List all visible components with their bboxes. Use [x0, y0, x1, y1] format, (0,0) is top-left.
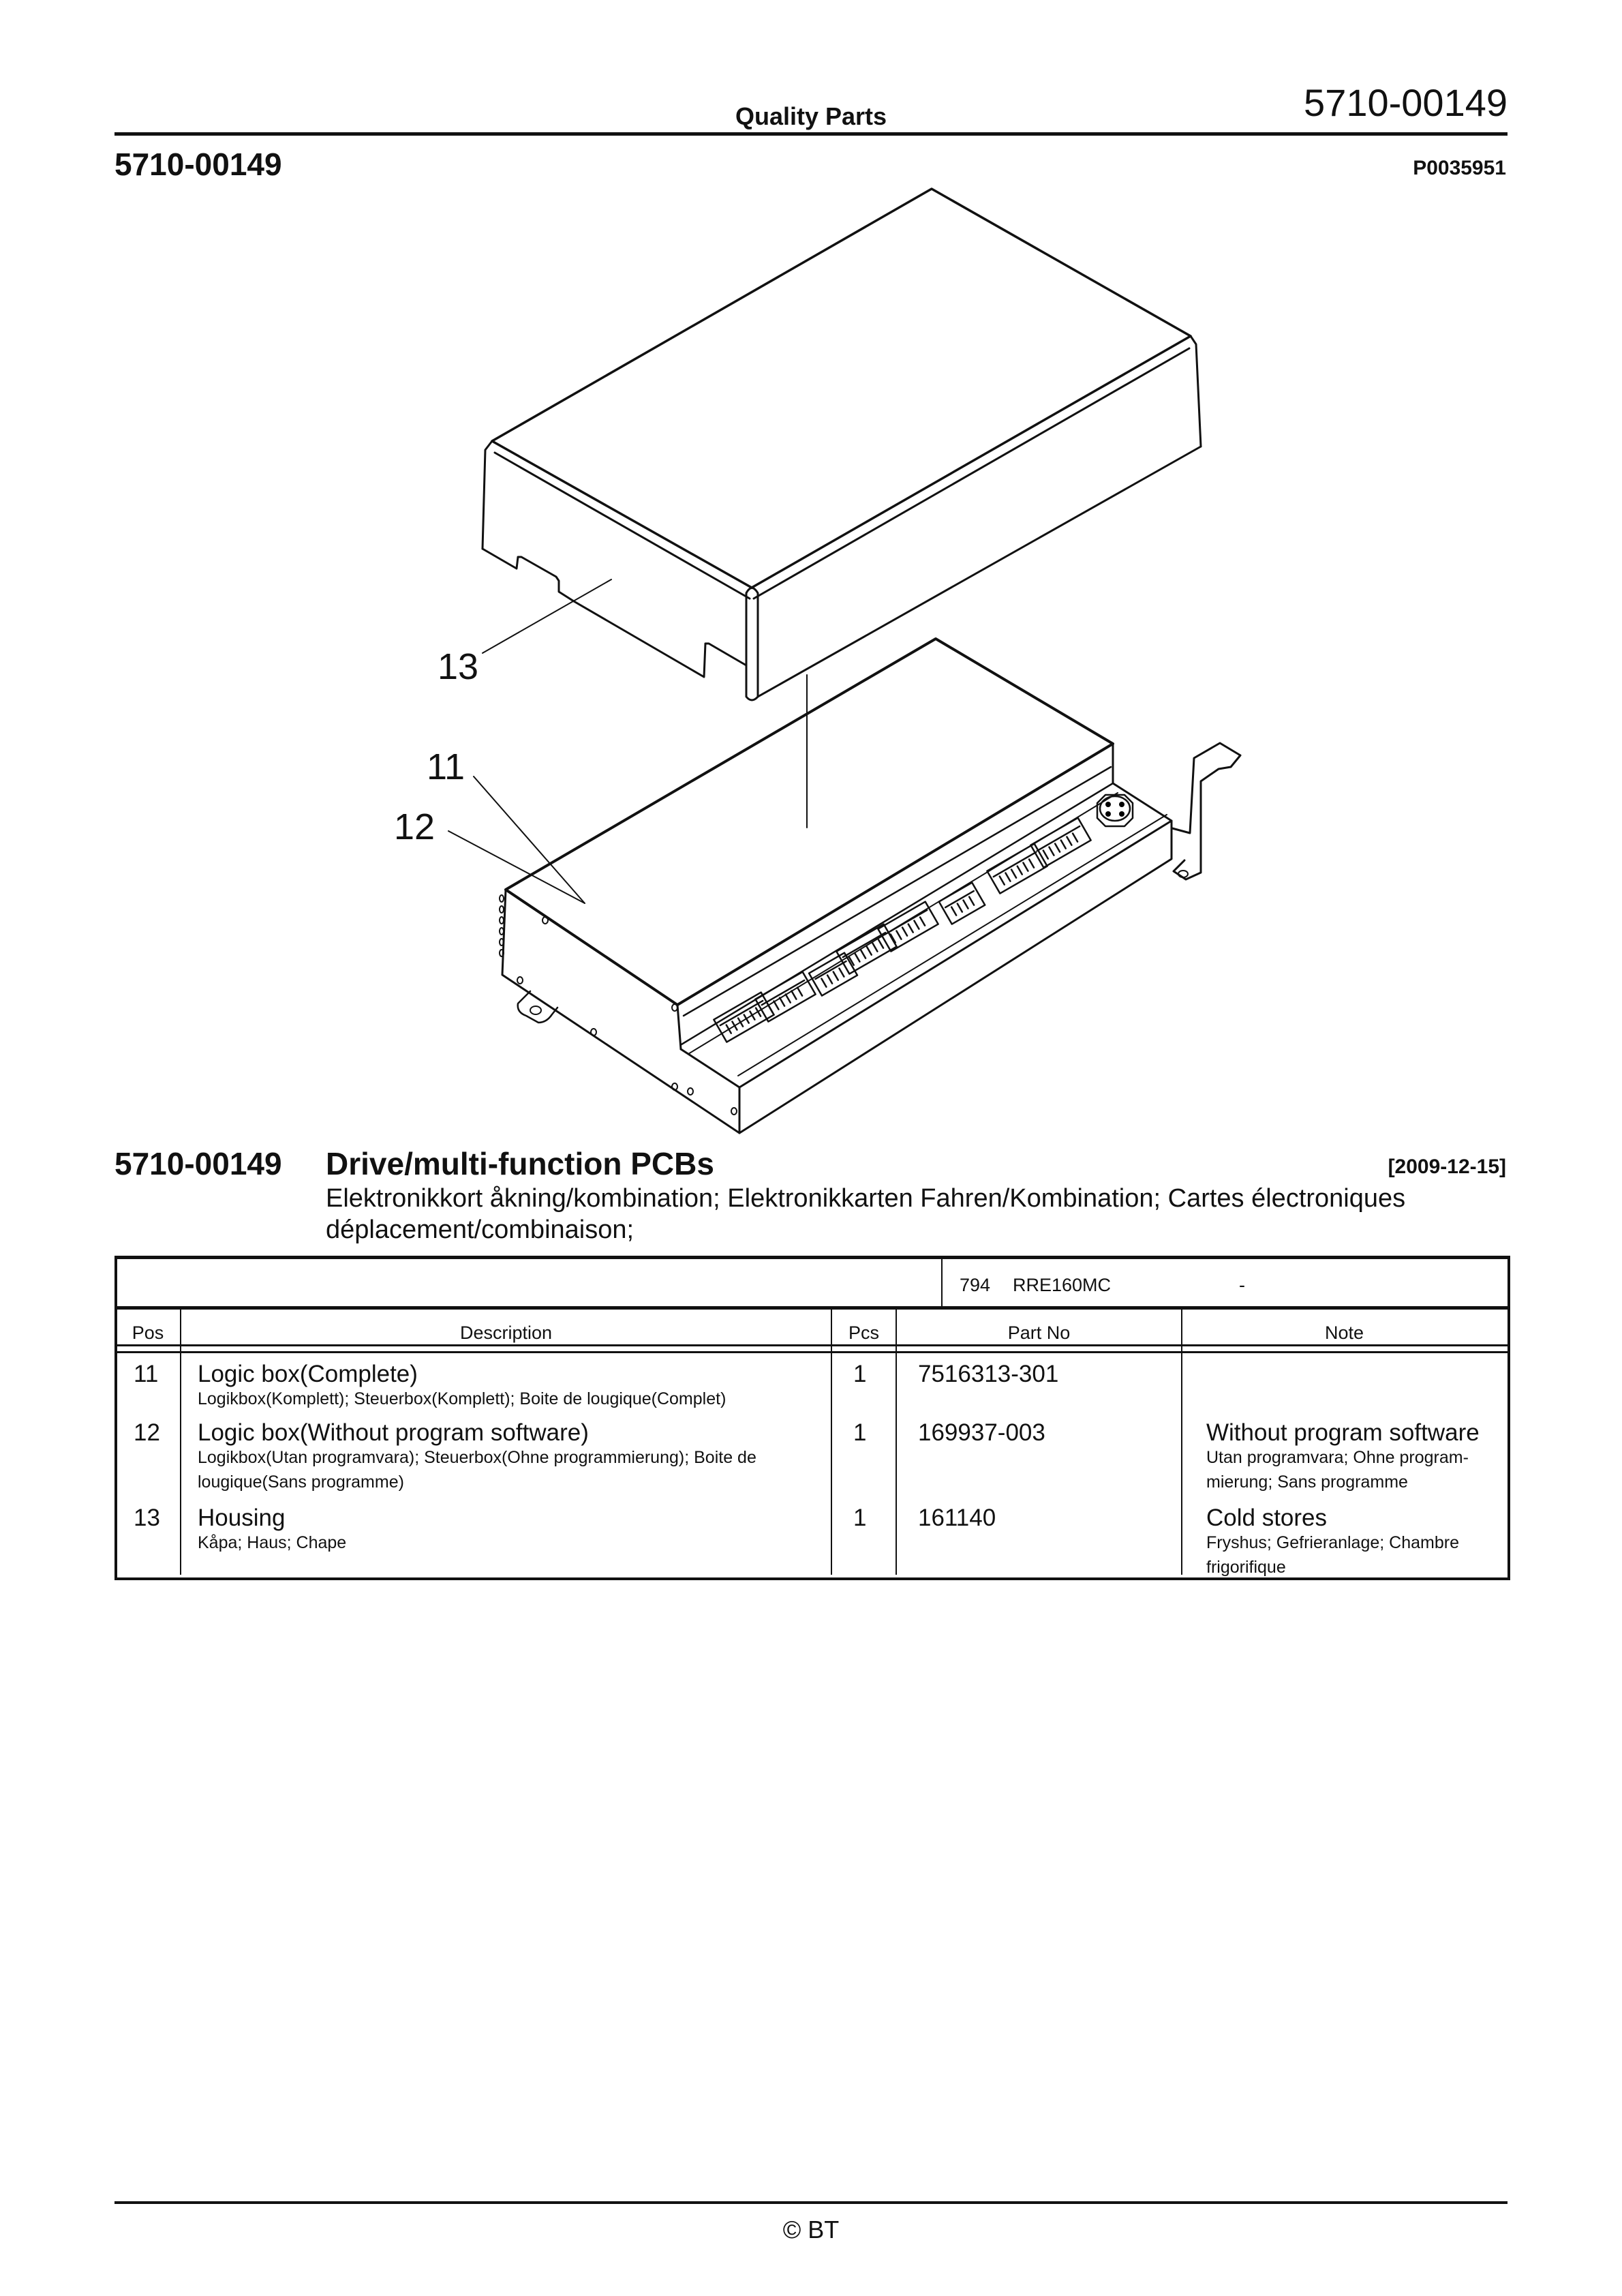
column-header-pcs: Pcs — [848, 1323, 879, 1343]
callout-12: 12 — [394, 806, 435, 847]
column-header-description: Description — [459, 1323, 553, 1343]
column-header-partno: Part No — [1007, 1323, 1071, 1343]
group-code: 5710-00149 — [114, 147, 282, 182]
row-pcs: 1 — [853, 1419, 867, 1446]
row-note: Without program software — [1206, 1419, 1480, 1446]
model-number: 794 — [960, 1275, 991, 1295]
copyright: © BT — [782, 2216, 840, 2244]
section-date: [2009-12-15] — [1388, 1155, 1506, 1178]
row-description: Logic box(Without program software) — [198, 1419, 589, 1446]
page-code: 5710-00149 — [1304, 81, 1508, 124]
connectors — [714, 795, 1133, 1042]
row-pos: 11 — [134, 1361, 159, 1387]
row-pcs: 1 — [853, 1361, 867, 1387]
row-note-translations: Fryshus; Gefrieranlage; Chambre frigorifique — [1206, 1533, 1459, 1577]
footer-divider — [114, 2201, 1508, 2204]
row-description-translations: Kåpa; Haus; Chape — [198, 1533, 347, 1552]
section-code: 5710-00149 — [114, 1146, 282, 1181]
section-title: Drive/multi-function PCBs — [326, 1146, 714, 1181]
logic-box-illustration — [500, 639, 1240, 1133]
callout-11: 11 — [427, 746, 465, 787]
section-translations: Elektronikkort åkning/kombination; Elektronikkarten Fahren/Kombination; Cartes électroniques déplacement/combinaison; — [326, 1184, 1406, 1244]
row-note: Cold stores — [1206, 1505, 1328, 1531]
row-note-translations: Utan programvara; Ohne program-mierung; Sans programme — [1206, 1448, 1469, 1492]
row-description: Housing — [198, 1505, 286, 1531]
col-divider-pcs — [896, 1309, 897, 1575]
header-border-1 — [114, 1344, 1508, 1346]
model-value: - — [1239, 1275, 1245, 1295]
column-header-note: Note — [1324, 1323, 1364, 1343]
header-border-2 — [114, 1351, 1508, 1353]
row-description: Logic box(Complete) — [198, 1361, 418, 1387]
leader-lines — [448, 579, 807, 903]
picture-id: P0035951 — [1413, 157, 1506, 179]
col-divider-pos — [180, 1309, 181, 1575]
model-row-divider — [941, 1257, 943, 1308]
col-divider-partno — [1181, 1309, 1182, 1575]
column-header-pos: Pos — [132, 1323, 164, 1343]
row-description-translations: Logikbox(Utan programvara); Steuerbox(Ohne programmierung); Boite de lougique(Sans programme) — [198, 1448, 756, 1492]
row-pcs: 1 — [853, 1505, 867, 1531]
row-partno: 7516313-301 — [918, 1361, 1059, 1387]
col-divider-description — [831, 1309, 832, 1575]
housing-illustration — [483, 189, 1201, 700]
callout-13: 13 — [438, 646, 479, 687]
row-pos: 13 — [134, 1505, 160, 1531]
row-description-translations: Logikbox(Komplett); Steuerbox(Komplett); Boite de lougique(Complet) — [198, 1389, 726, 1408]
model-row-bottom-border — [114, 1306, 1508, 1310]
row-pos: 12 — [134, 1419, 160, 1446]
round-connector — [1097, 795, 1133, 826]
model-name: RRE160MC — [1013, 1275, 1112, 1295]
row-partno: 169937-003 — [918, 1419, 1045, 1446]
document-header-title: Quality Parts — [735, 102, 887, 130]
row-partno: 161140 — [918, 1505, 996, 1531]
